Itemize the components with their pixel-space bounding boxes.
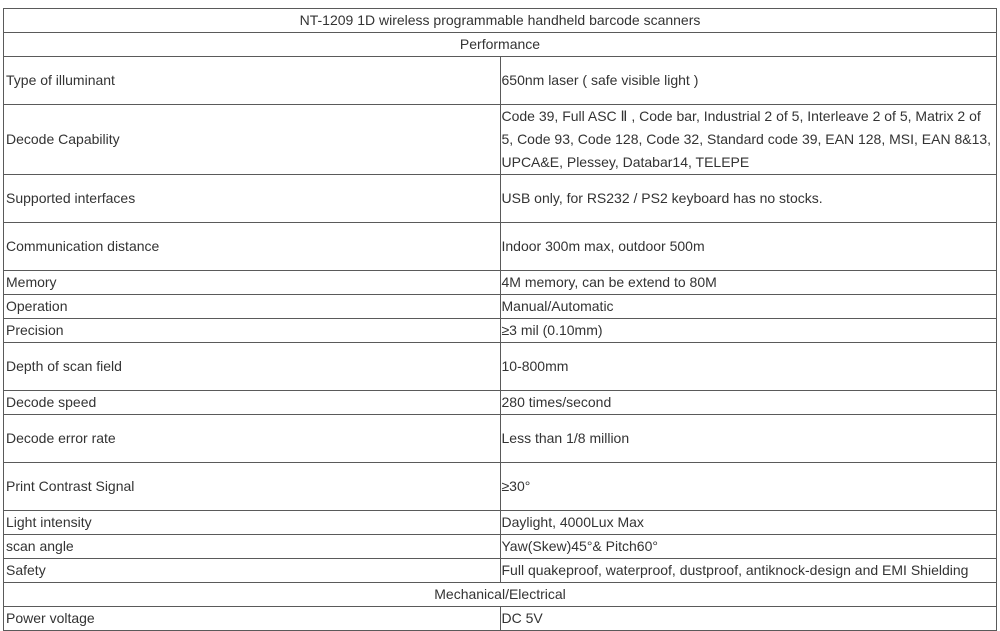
table-title: NT-1209 1D wireless programmable handheld barcode scanners: [4, 9, 997, 33]
table-row: [4, 343, 997, 391]
row-value: 650nm laser ( safe visible light ): [500, 57, 997, 105]
table-row: [4, 535, 997, 559]
table-row: [4, 295, 997, 319]
row-value: USB only, for RS232 / PS2 keyboard has no stocks.: [500, 175, 997, 223]
row-value: ≥3 mil (0.10mm): [500, 319, 997, 343]
row-label: Communication distance: [4, 223, 501, 271]
row-value: DC 5V: [500, 607, 997, 631]
row-value: Daylight, 4000Lux Max: [500, 511, 997, 535]
row-label: Decode Capability: [4, 105, 501, 175]
spec-table-body: [4, 9, 997, 631]
table-row: [4, 559, 997, 583]
row-label: Power voltage: [4, 607, 501, 631]
row-label: Light intensity: [4, 511, 501, 535]
spec-table: [3, 8, 997, 631]
table-row: [4, 607, 997, 631]
row-value: Manual/Automatic: [500, 295, 997, 319]
row-label: Decode error rate: [4, 415, 501, 463]
table-row: [4, 463, 997, 511]
row-value: Code 39, Full ASC Ⅱ , Code bar, Industrial 2 of 5, Interleave 2 of 5, Matrix 2 of 5, Code 93, Code 128, Code 32, Standard code 39, EAN 128, MSI, EAN 8&13, UPCA&E, Plessey, Databar14, TELEPE: [500, 105, 997, 175]
row-value: ≥30°: [500, 463, 997, 511]
table-row: [4, 319, 997, 343]
table-row: [4, 57, 997, 105]
row-value: Less than 1/8 million: [500, 415, 997, 463]
section-heading-performance: Performance: [4, 33, 997, 57]
row-value: 4M memory, can be extend to 80M: [500, 271, 997, 295]
row-label: Supported interfaces: [4, 175, 501, 223]
section-heading-mechanical: Mechanical/Electrical: [4, 583, 997, 607]
table-row: [4, 511, 997, 535]
row-label: scan angle: [4, 535, 501, 559]
table-row: [4, 391, 997, 415]
title-row: [4, 9, 997, 33]
row-label: Precision: [4, 319, 501, 343]
table-row: [4, 415, 997, 463]
table-row: [4, 105, 997, 175]
section-row-mechanical: [4, 583, 997, 607]
row-label: Safety: [4, 559, 501, 583]
table-row: [4, 175, 997, 223]
table-row: [4, 271, 997, 295]
row-value: 10-800mm: [500, 343, 997, 391]
row-value: Indoor 300m max, outdoor 500m: [500, 223, 997, 271]
row-label: Print Contrast Signal: [4, 463, 501, 511]
row-value: Yaw(Skew)45°& Pitch60°: [500, 535, 997, 559]
row-label: Decode speed: [4, 391, 501, 415]
table-row: [4, 223, 997, 271]
row-label: Memory: [4, 271, 501, 295]
row-label: Operation: [4, 295, 501, 319]
section-row-performance: [4, 33, 997, 57]
row-label: Depth of scan field: [4, 343, 501, 391]
row-label: Type of illuminant: [4, 57, 501, 105]
row-value: Full quakeproof, waterproof, dustproof, antiknock-design and EMI Shielding: [500, 559, 997, 583]
row-value: 280 times/second: [500, 391, 997, 415]
